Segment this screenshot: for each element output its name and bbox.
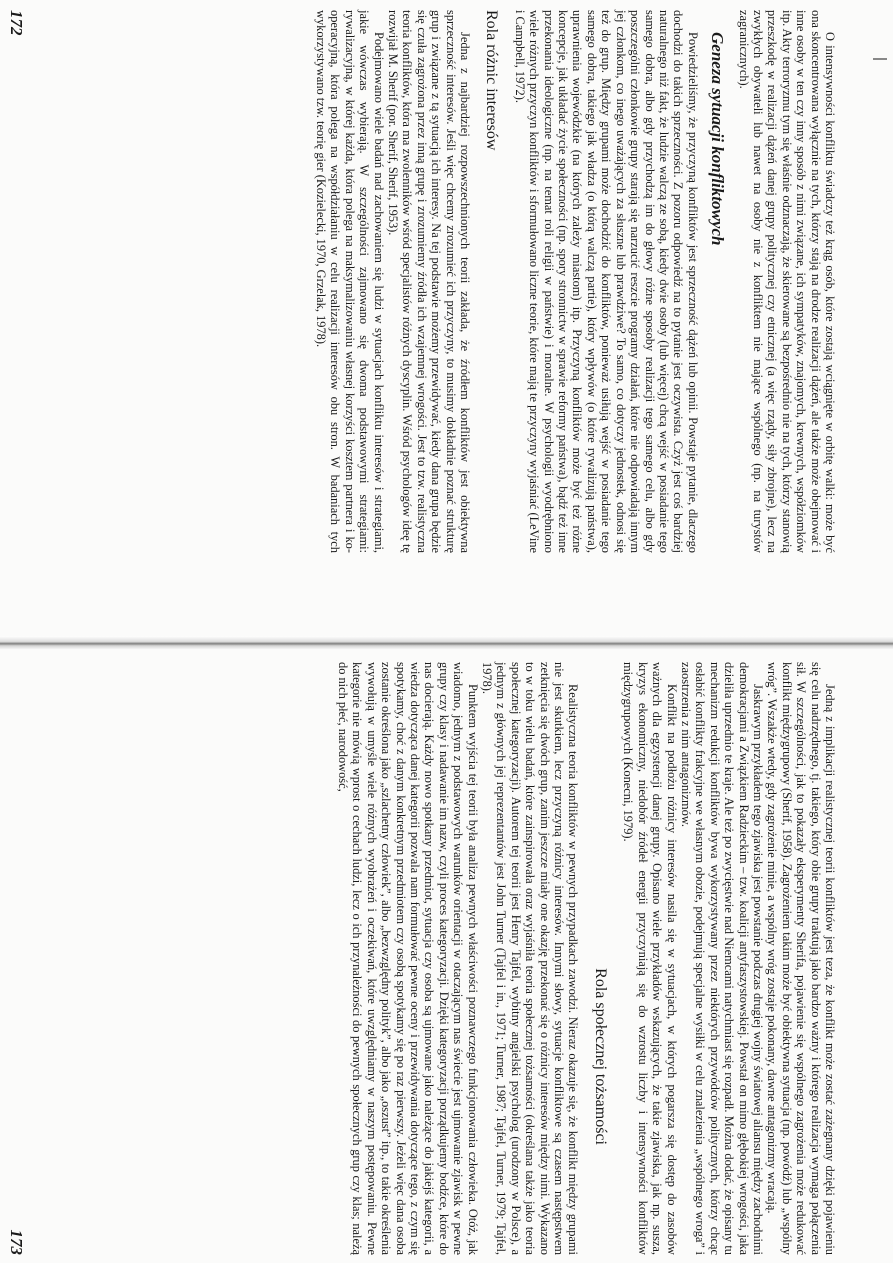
paragraph-identity-1: Realistyczna teoria konfliktów w pewnych przypadkach zawodzi. Nieraz okazuje się, że konflikt między grupami nie jest skutkiem, lecz przyczyną różnicy interesów. Innymi słowy, sytuacje konfliktowe są czasem następstwem zetknięcia się dwóch grup, zanim jeszcze miały one okazję przekonać się o różnicy interesów między nimi. Wykazano to w toku wielu badań, które zainspirowała oraz wyjaśniła teoria społecznej tożsamości (określana także jako teoria społecznej kategoryzacji). Autorem tej teorii jest Henry Tajfel, wybitny angielski psycholog (urodzony w Polsce), a jednym z głównych jej reprezentantów jest John Turner (Tajfel i in., 1971; Turner, 1987; Tajfel, Turner, 1979; Tajfel, 1978).: [480, 662, 581, 1255]
paragraph-coalition-example: Jaskrawym przykładem tego zjawiska jest powstanie podczas drugiej wojny światowej aliansu między zachodnimi demokracjami a Związkiem Radzieckim – tzw. koalicji antyfaszystowskiej. Powstał on mimo głębokiej wrogości, jaka dzieliła uprzednio te kraje. Ale też po zwycięstwie nad Niemcami natychmiast się rozpadł. Można dodać, że opisany tu mechanizm redukcji konfliktów bywa wykorzystywany przez niektórych przywódców politycznych, którzy chcąc osłabić konflikty frakcyjne we własnym obozie, podejmują specjalne wysiłki w celu znalezienia „wspólnego wroga” i zaostrzenia z nim antagonizmów.: [678, 662, 765, 1255]
heading-genesis: Geneza sytuacji konfliktowych: [708, 32, 728, 246]
paragraph-intensity: O intensywności konfliktu świadczy też krąg osób, które zostają wciągnięte w orbitę walki: może być ona skoncentrowana wyłącznie na tych, którzy stają na drodze realizacji dążeń, ale także może obejmować i inne osoby w ten czy inny sposób z nimi związane, ich sympatyków, znajomych, krewnych, współziomków itp. Akty terroryzmu tym się właśnie odznaczają, że skierowane są bezpośrednio nie na tych, którzy stanowią przeszkodę w realizacji dążeń danej grupy politycznej czy etnicznej (a więc rządy, siły zbrojne), lecz na zwykłych obywateli lub nawet na osoby nie z konfliktem nie mające wspólnego (np. na turystów zagranicznych).: [736, 10, 837, 553]
paragraph-identity-2: Punktem wyjścia tej teorii była analiza pewnych właściwości poznawczego funkcjonowania człowieka. Otóż, jak wiadomo, jednym z podstawowych warunków orientacji w otaczającym nas świecie jest ujmowanie zjawisk w pewne grupy czy klasy i nadawanie im nazw, czyli proces kategoryzacji. Dzięki kategoryzacji porządkujemy bodźce, które do nas docierają. Każdy nowo spotkany przedmiot, sytuacja czy osoba są ujmowane jako należące do jakiejś kategorii, a wiedza dotycząca danej kategorii pozwala nam formułować pewne oceny i przewidywania dotyczące tego, z czym się spotykamy, choć z danym konkretnym przedmiotem czy osobą spotykamy się po raz pierwszy. Jeżeli więc dana osoba zostanie określona jako „szlachetny człowiek”, albo „bezwzględny polityk”, albo jako „oszust” itp., to takie określenia wywołują w umyśle wiele różnych wyobrażeń i oczekiwań, które uwzględniamy w naszym postępowaniu. Pewne kategorie nie mówią wprost o cechach ludzi, lecz o ich przynależności do pewnych społecznych grup czy klas; należą do nich płeć, narodowość,: [336, 662, 480, 1255]
scan-artifact: [873, 58, 887, 60]
page-number-173: 173: [7, 1229, 27, 1255]
page-173-content: [7, 662, 837, 1255]
paragraph-genesis: Powiedzieliśmy, że przyczyną konfliktów jest sprzeczność dążeń lub opinii. Powstaje pytanie, dlaczego dochodzi do takich sprzeczności. Z pozoru odpowiedź na to pytanie jest oczywista. Czyż jest coś bardziej naturalnego niż fakt, że ludzie walczą ze sobą, kiedy dwie osoby (lub więcej) chcą wejść w posiadanie tego samego dobra, albo gdy przychodzą im do głowy różne sposoby realizacji tego samego celu, albo gdy poszczególni członkowie grupy starają się narzucić reszcie programy działań, które nie odpowiadają innym jej członkom, co inego uważających za słuszne lub prawdziwe? To samo, co dotyczy jednostek, odnosi się też do grup. Między grupami może dochodzić do konfliktów, ponieważ usiłują wejść w posiadanie tego samego dobra, takiego jak władza (o którą walczą partie), który wpływów (o które rywalizują państwa), uprawnienia wojewódzkie (na których zależy miastom) itp. Przyczyną konfliktów może być też różne koncepcje, jak układać życie społeczności (np. spory stronnictw w sprawie reformy państwa), bądź też inne przekonania ideologiczne (np. na temat roli religii w państwie) i moralne. W psychologii wyodrębniono wiele różnych przyczyn konfliktów i sformułowano liczne teorie, które mają te przyczyny wyjaśniać (LeVine i Campbell, 1972).: [512, 10, 700, 553]
page-172: [7, 10, 837, 553]
page-172-content: [7, 10, 837, 553]
heading-interests: Rola różnic interesów: [483, 10, 501, 151]
paragraph-interests-2: Podejmowano wiele badań nad zachowaniem się ludzi w sytuacjach konfliktu interesów i strategiami, jakie wówczas wybierają. W szczególności zajmowano się dwoma podstawowymi strategiami: rywalizacyjną, w której każda, która polega na maksymalizowaniu własnej korzyści kosztem partnera i kooperacyjną, która polega na współdziałaniu w celu realizacji interesów obu stron. W badaniach tych wykorzystywano tzw. teorię gier (Kozielecki, 1970, Grzelak, 1978).: [314, 10, 386, 553]
page-fold-divider: [0, 636, 893, 650]
page-number-172: 172: [7, 10, 27, 36]
heading-social-identity: Rola społecznej tożsamości: [591, 968, 609, 1145]
paragraph-interests-1: Jedna z najbardziej rozpowszechnionych teorii zakłada, że źródłem konfliktów jest obiektywna sprzeczność interesów. Jeśli więc chcemy zrozumieć ich przyczyny, to musimy dokładnie poznać strukturę grup i związane z tą sytuacją ich interesy. Na tej podstawie możemy przewidywać, kiedy dana grupa będzie się czuła zagrożona przez inną grupę i zrozumiemy źródła ich wzajemnej wrogości. Jest to tzw. realistyczna teoria konfliktów, która ma zwolenników wśród specjalistów różnych dyscyplin. Wśród psychologów ideę tę rozwijał M. Sherif (por. Sherif, Sherif, 1953).: [386, 10, 473, 553]
page-173: [7, 662, 837, 1255]
paragraph-resources: Konflikt na podłożu różnicy interesów nasila się w sytuacjach, w których pogarsza się dostęp do zasobów ważnych dla egzystencji danej grupy. Opisano wiele przykładów wskazujących, że takie zjawiska, jak np. susza, kryzys ekonomiczny, niedobór źródeł energii przyczyniają się do wzrostu liczby i intensywności konfliktów międzygrupowych (Konecni, 1979).: [621, 662, 679, 1255]
paragraph-superordinate-goal: Jedną z implikacji realistycznej teorii konfliktów jest teza, że konflikt może zostać zażegnany dzięki pojawieniu się celu nadrzędnego, tj. takiego, który obie grupy traktują jako bardzo ważny i którego realizacja wymaga połączenia sił. W szczególności, jak to pokazały eksperymenty Sherifa, pojawienie się wspólnego zagrożenia może redukować konflikt międzygrupowy (Sherif, 1958). Zagrożeniem takim może być obiektywna sytuacja (np. powódź) lub „wspólny wróg”. Wszakże wtedy, gdy zagrożenie minie, a wspólny wróg zostaje pokonany, dawne antagonizmy wracają.: [765, 662, 837, 1255]
